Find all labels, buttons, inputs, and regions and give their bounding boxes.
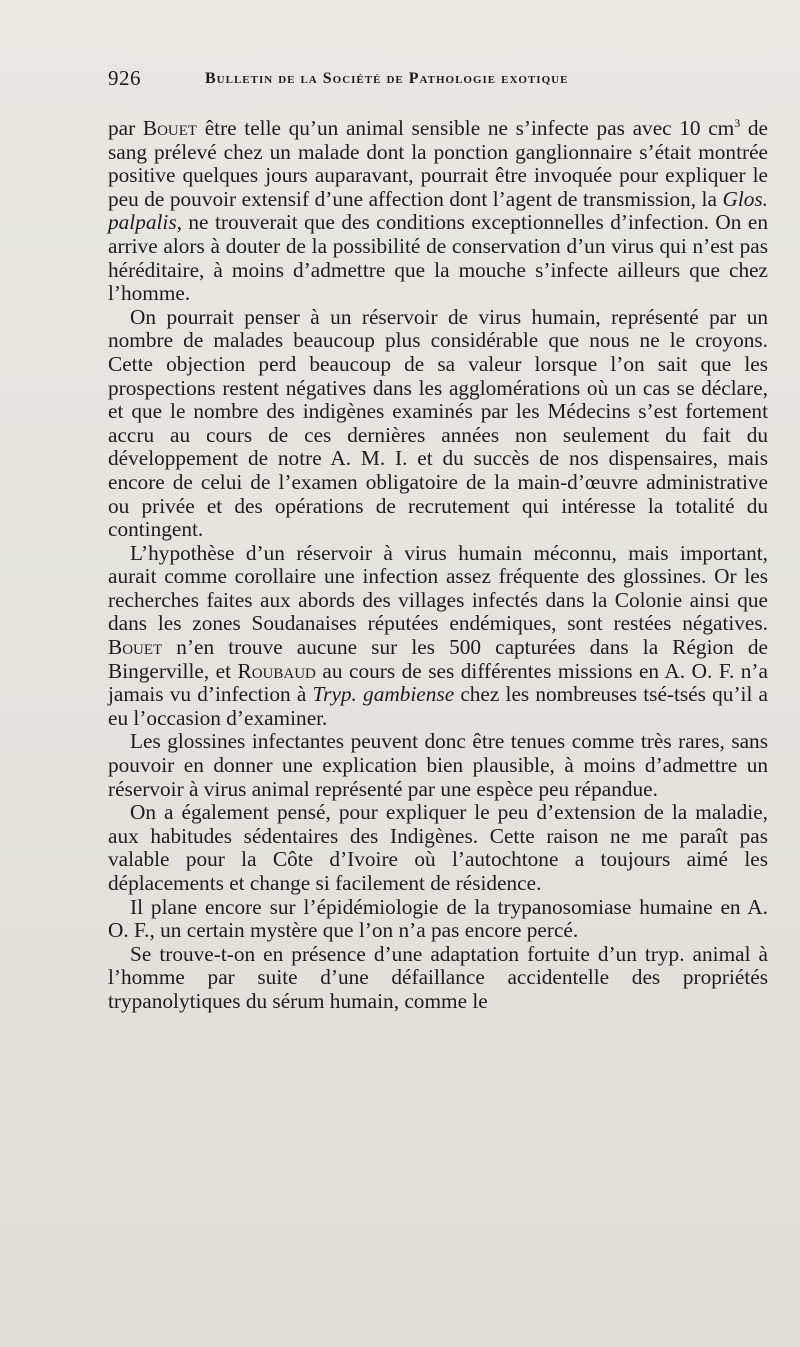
paragraph xyxy=(108,542,768,731)
text-run: de sang prélevé chez un malade dont la ponction ganglionnaire s’était montrée positive quelques jours auparavant, pourrait être invoquée pour expliquer le peu de pouvoir extensif d’une affection dont l’agent de transmission, la xyxy=(108,116,768,211)
text-run: ne trouverait que des conditions exceptionnelles d’infection. On en arrive alors à douter de la possibilité de conservation d’un virus qui n’est pas héréditaire, à moins d’admettre que la mouche s’infecte ailleurs que chez l’homme. xyxy=(108,210,768,306)
superscript: 3 xyxy=(734,115,741,130)
author-name: Bouet xyxy=(108,635,163,660)
text-run: par xyxy=(108,116,143,140)
paragraph xyxy=(108,943,768,1014)
species-name: Glos. palpalis, xyxy=(108,186,768,235)
paragraph xyxy=(108,117,768,306)
text-run: être telle qu’un animal sensible ne s’infecte pas avec 10 cm xyxy=(197,116,735,140)
text-run: n’en trouve aucune sur les 500 capturées dans la Région de Bingerville, et xyxy=(108,635,768,683)
body-text xyxy=(108,117,768,1014)
text-run: au cours de ses différentes missions en A. O. F. n’a jamais vu d’infection à xyxy=(108,658,768,707)
author-name: Bouet xyxy=(142,116,198,140)
text-run: Se trouve-t-on en présence d’une adaptation fortuite d’un tryp. animal à l’homme par suite d’une défaillance accidentelle des propriétés trypanolytiques du sérum humain, comme le xyxy=(108,941,768,1013)
page-number: 926 xyxy=(108,66,141,90)
paragraph xyxy=(108,306,768,542)
text-run: Les glossines infectantes peuvent donc être tenues comme très rares, sans pouvoir en donner une explication bien plausible, à moins d’admettre un réservoir à virus animal représenté par une espèce peu répandue. xyxy=(108,729,768,801)
text-run: L’hypothèse d’un réservoir à virus humain méconnu, mais important, aurait comme corollaire une infection assez fréquente des glossines. Or les recherches faites aux abords des villages infectés dans la Colonie ainsi que dans les zones Soudanaises réputées endémiques, sont restées négatives. xyxy=(108,540,768,636)
paragraph xyxy=(108,896,768,943)
text-run: chez les nombreuses tsé-tsés qu’il a eu l’occasion d’examiner. xyxy=(108,682,768,730)
text-run: On pourrait penser à un réservoir de virus humain, représenté par un nombre de malades beaucoup plus considérable que nous ne le croyons. Cette objection perd beaucoup de sa valeur lorsque l’on sait que les prospections restent négatives dans les agglomérations où un cas se déclare, et que le nombre des indigènes examinés par les Médecins s’est fortement accru au cours de ces dernières années non seulement du fait du développement de notre A. M. I. et du succès de nos dispensaires, mais encore de celui de l’examen obligatoire de la main-d’œuvre administrative ou privée et des opérations de recrutement qui intéresse la totalité du contingent. xyxy=(108,304,768,542)
page-header xyxy=(108,66,768,106)
running-title: Bulletin de la Société de Pathologie exotique xyxy=(205,70,569,87)
species-name: Tryp. gambiense xyxy=(312,682,455,707)
paragraph xyxy=(108,730,768,801)
paragraph xyxy=(108,801,768,895)
author-name: Roubaud xyxy=(237,658,316,683)
text-run: On a également pensé, pour expliquer le peu d’extension de la maladie, aux habitudes sédentaires des Indigènes. Cette raison ne me paraît pas valable pour la Côte d’Ivoire où l’autochtone a toujours aimé les déplacements et change si facilement de résidence. xyxy=(108,800,768,895)
text-run: Il plane encore sur l’épidémiologie de la trypanosomiase humaine en A. O. F., un certain mystère que l’on n’a pas encore percé. xyxy=(108,894,768,943)
